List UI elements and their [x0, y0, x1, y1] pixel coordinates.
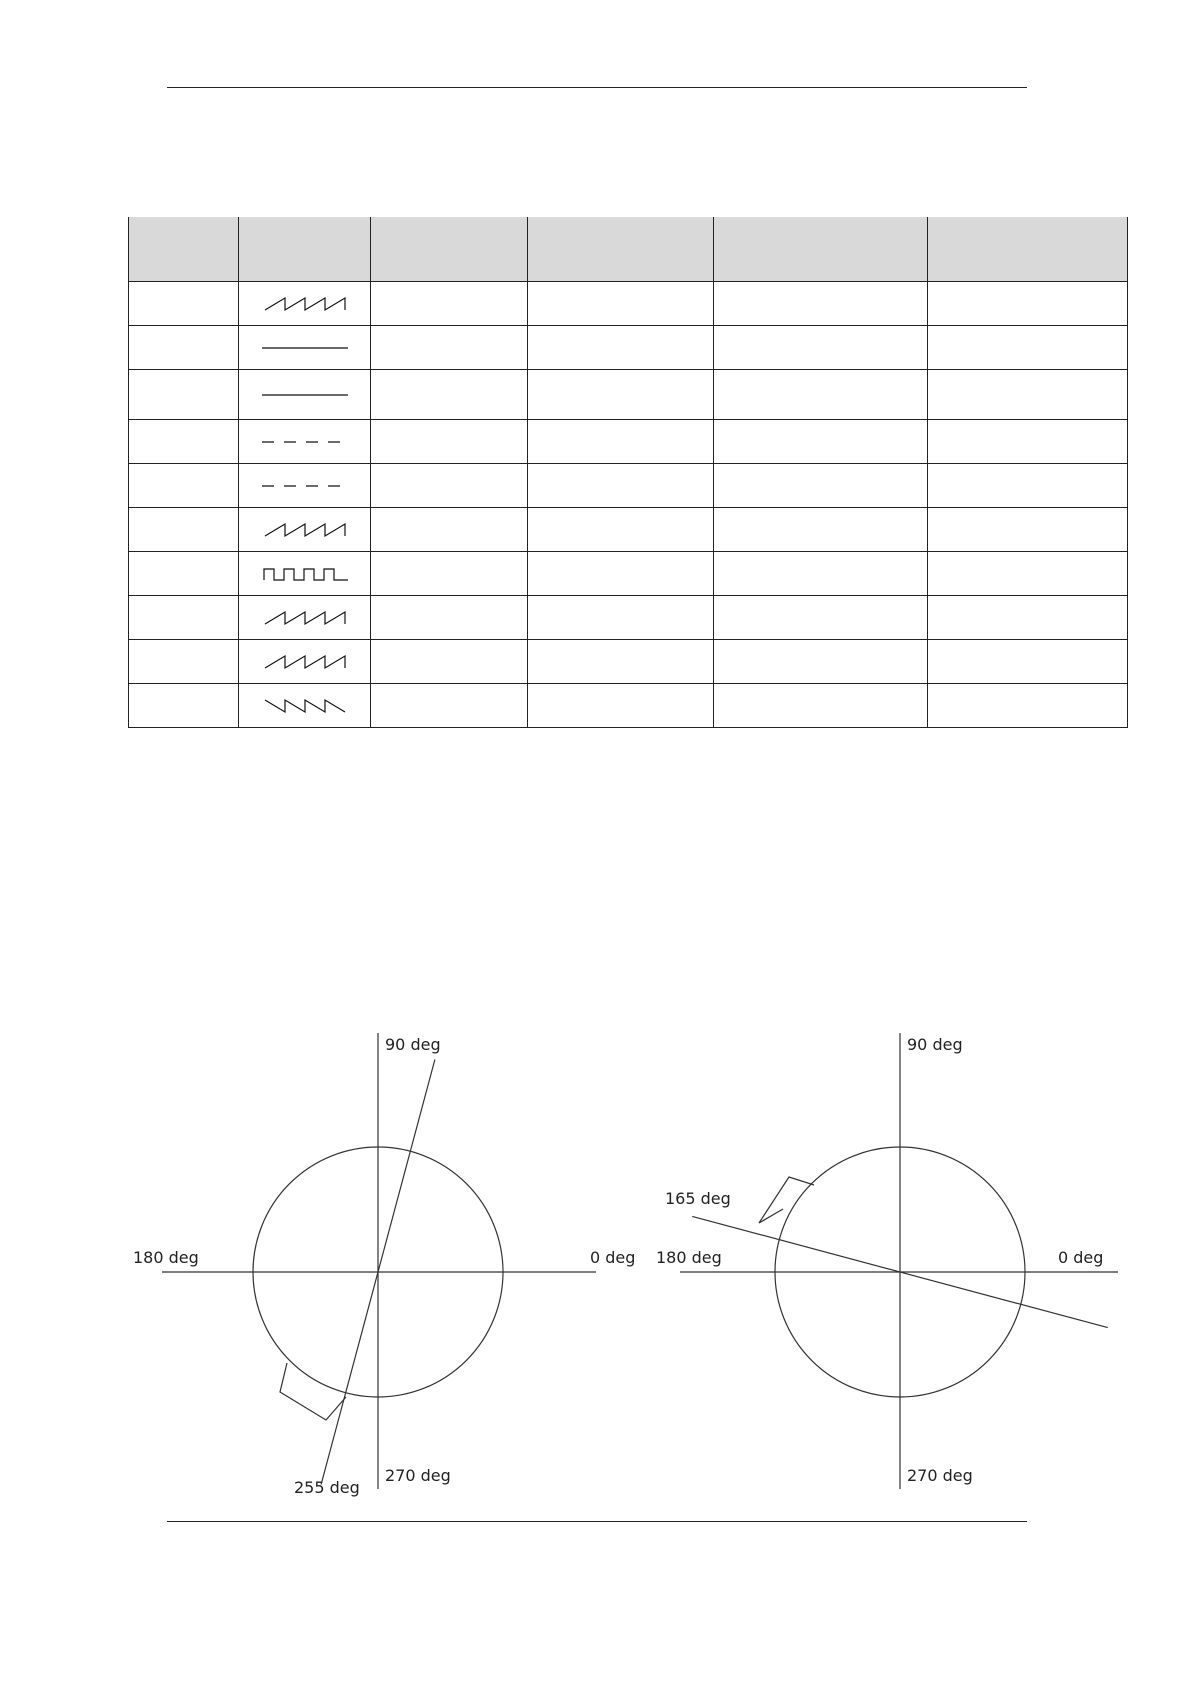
table-cell [129, 282, 239, 326]
table-cell [928, 370, 1128, 420]
table-cell [371, 596, 528, 640]
label-270: 270 deg [385, 1466, 451, 1485]
table-row [129, 552, 1128, 596]
label-angle: 165 deg [665, 1189, 731, 1208]
table-cell [371, 640, 528, 684]
table-cell [928, 464, 1128, 508]
footer-rule [167, 1521, 1027, 1522]
header-cell [528, 217, 714, 282]
pattern-cell [239, 552, 371, 596]
table-cell [129, 596, 239, 640]
table-cell [371, 370, 528, 420]
label-180: 180 deg [656, 1248, 722, 1267]
table-row [129, 684, 1128, 728]
header-cell [371, 217, 528, 282]
table-cell [371, 684, 528, 728]
table-cell [129, 370, 239, 420]
table-cell [714, 282, 928, 326]
pointer-tab [759, 1177, 814, 1223]
pattern-cell [239, 370, 371, 420]
table-cell [714, 420, 928, 464]
table-row [129, 508, 1128, 552]
table-cell [129, 326, 239, 370]
table-cell [528, 464, 714, 508]
table-cell [129, 684, 239, 728]
label-180: 180 deg [133, 1248, 199, 1267]
table-cell [928, 508, 1128, 552]
table-row [129, 282, 1128, 326]
table-cell [371, 420, 528, 464]
table-cell [528, 640, 714, 684]
square-wave-icon [260, 565, 350, 583]
table-cell [528, 370, 714, 420]
table-cell [928, 326, 1128, 370]
pattern-cell [239, 684, 371, 728]
table-row [129, 640, 1128, 684]
table-cell [928, 596, 1128, 640]
dashed-line-icon [260, 433, 350, 451]
table-body [129, 282, 1128, 728]
table-cell [714, 552, 928, 596]
table-cell [371, 282, 528, 326]
table-cell [371, 464, 528, 508]
pattern-cell [239, 326, 371, 370]
table-cell [714, 326, 928, 370]
table-cell [928, 684, 1128, 728]
table-row [129, 370, 1128, 420]
table-cell [528, 596, 714, 640]
label-0: 0 deg [1058, 1248, 1104, 1267]
angle-diagrams [0, 1000, 1191, 1520]
table-cell [928, 420, 1128, 464]
diagram-165 [656, 1033, 1118, 1489]
table-cell [528, 326, 714, 370]
label-90: 90 deg [385, 1035, 441, 1054]
table-cell [371, 326, 528, 370]
pattern-cell [239, 420, 371, 464]
table-row [129, 464, 1128, 508]
sawtooth-up-icon [260, 653, 350, 671]
header-rule [167, 87, 1027, 88]
dashed-line-icon [260, 477, 350, 495]
table-cell [528, 684, 714, 728]
table-cell [371, 552, 528, 596]
table-cell [714, 508, 928, 552]
table-cell [928, 640, 1128, 684]
table-cell [928, 552, 1128, 596]
table-row [129, 596, 1128, 640]
diagram-255 [133, 1033, 635, 1497]
table-cell [129, 552, 239, 596]
sawtooth-up-icon [260, 521, 350, 539]
label-0: 0 deg [590, 1248, 636, 1267]
table-cell [714, 370, 928, 420]
header-cell [239, 217, 371, 282]
sawtooth-up-icon [260, 609, 350, 627]
header-cell [714, 217, 928, 282]
pattern-cell [239, 640, 371, 684]
table-cell [714, 464, 928, 508]
pattern-cell [239, 464, 371, 508]
table-cell [528, 552, 714, 596]
sawtooth-down-icon [260, 697, 350, 715]
solid-line-icon [260, 386, 350, 404]
pattern-cell [239, 596, 371, 640]
table-cell [714, 640, 928, 684]
table-cell [129, 464, 239, 508]
table-cell [129, 508, 239, 552]
solid-line-icon [260, 339, 350, 357]
table-cell [371, 508, 528, 552]
header-cell [129, 217, 239, 282]
sawtooth-up-icon [260, 295, 350, 313]
table-row [129, 420, 1128, 464]
table-cell [528, 508, 714, 552]
table-row [129, 326, 1128, 370]
table-cell [928, 282, 1128, 326]
table-cell [714, 684, 928, 728]
table-cell [528, 282, 714, 326]
table-header-row [129, 217, 1128, 282]
pattern-cell [239, 508, 371, 552]
table-cell [129, 640, 239, 684]
table-cell [714, 596, 928, 640]
header-cell [928, 217, 1128, 282]
pattern-cell [239, 282, 371, 326]
table-cell [528, 420, 714, 464]
label-angle: 255 deg [294, 1478, 360, 1497]
table-cell [129, 420, 239, 464]
label-90: 90 deg [907, 1035, 963, 1054]
label-270: 270 deg [907, 1466, 973, 1485]
pattern-table [128, 217, 1128, 728]
pointer-tab [280, 1363, 346, 1420]
